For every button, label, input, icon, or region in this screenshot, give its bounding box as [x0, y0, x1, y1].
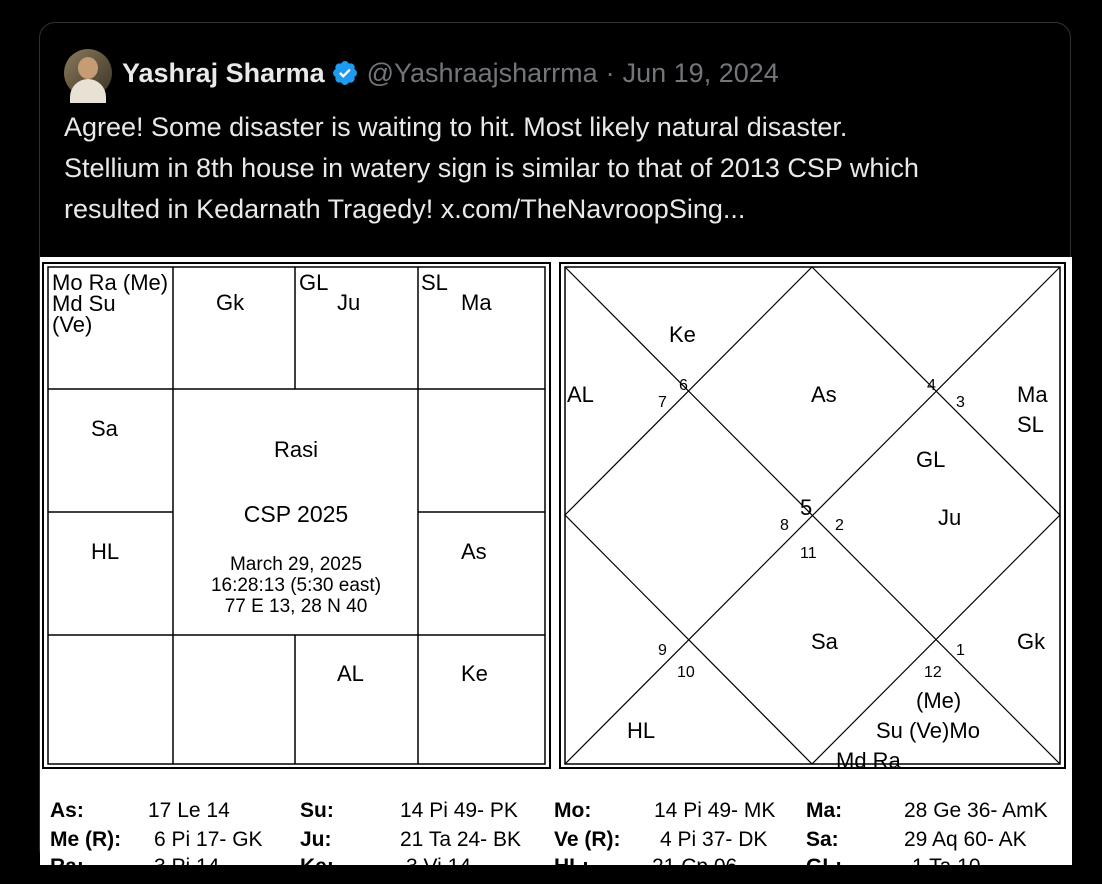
rasi-gl: GL	[299, 270, 329, 295]
house-number: 3	[956, 394, 965, 411]
table-label: GL:	[806, 855, 843, 878]
rasi-title: Rasi	[273, 437, 319, 462]
post-text-line: Stellium in 8th house in watery sign is similar to that of 2013 CSP which	[64, 153, 919, 183]
table-label: Ve (R):	[554, 828, 621, 851]
table-label: HL:	[554, 855, 589, 878]
table-label: Mo:	[554, 799, 592, 822]
rasi-sa: Sa	[91, 416, 118, 441]
rasi-planets-line1: Mo Ra (Me)	[52, 270, 169, 295]
north-md-ra: Md Ra	[836, 748, 901, 773]
rasi-planets-line2: Md Su	[52, 291, 116, 316]
house-number: 11	[800, 545, 817, 562]
table-label: Ju:	[300, 828, 332, 851]
north-ke: Ke	[669, 322, 696, 347]
post-text-segment: resulted in Kedarnath Tragedy!	[64, 194, 441, 224]
north-su-ve-mo: Su (Ve)Mo	[876, 718, 980, 743]
rasi-ju: Ju	[337, 290, 361, 315]
north-gk: Gk	[1017, 629, 1046, 654]
north-sl: SL	[1017, 412, 1044, 437]
rasi-hl: HL	[91, 539, 120, 564]
north-gl: GL	[916, 447, 946, 472]
rasi-planets-line3: (Ve)	[52, 312, 93, 337]
table-label: As:	[50, 799, 84, 822]
horoscope-chart-image[interactable]	[40, 257, 1072, 878]
post-text-line	[64, 189, 1054, 230]
table-label: Sa:	[806, 828, 839, 851]
author-name[interactable]: Yashraj Sharma	[122, 57, 325, 88]
north-sa: Sa	[811, 629, 838, 654]
table-value: 3 Pi 14	[154, 855, 220, 878]
table-label: Su:	[300, 799, 334, 822]
table-value: 3 Vi 14	[406, 855, 471, 878]
house-number: 12	[924, 664, 942, 681]
post-date[interactable]: Jun 19, 2024	[622, 57, 779, 88]
house-number: 6	[679, 377, 688, 394]
north-hl: HL	[627, 718, 656, 743]
rasi-ma: Ma	[461, 290, 492, 315]
rasi-subtitle: CSP 2025	[243, 501, 349, 527]
post-card[interactable]	[39, 22, 1071, 878]
house-number: 7	[658, 394, 667, 411]
north-ma: Ma	[1017, 382, 1048, 407]
table-value: 21 Ta 24- BK	[400, 828, 522, 851]
table-value: 28 Ge 36- AmK	[904, 799, 1048, 822]
avatar[interactable]	[64, 49, 112, 97]
table-value: 14 Pi 49- PK	[400, 799, 518, 822]
table-row	[50, 855, 981, 878]
post-text-line: Agree! Some disaster is waiting to hit. Most likely natural disaster.	[64, 112, 848, 142]
rasi-al: AL	[337, 661, 364, 686]
rasi-time: 16:28:13 (5:30 east)	[210, 575, 382, 596]
table-label: Ma:	[806, 799, 843, 822]
table-value: 29 Aq 60- AK	[904, 828, 1027, 851]
table-label: Ke:	[300, 855, 334, 878]
house-number: 4	[927, 377, 936, 394]
table-value: 21 Cp 06	[652, 855, 738, 878]
post-text	[64, 107, 1054, 230]
north-ju: Ju	[938, 505, 962, 530]
north-me: (Me)	[916, 688, 962, 713]
horoscope-chart	[40, 257, 1072, 878]
table-label: Ra:	[50, 855, 84, 878]
house-number: 1	[956, 642, 965, 659]
separator-dot: ·	[605, 57, 615, 88]
table-value: 14 Pi 49- MK	[654, 799, 776, 822]
north-al: AL	[567, 382, 594, 407]
post-header	[64, 49, 779, 97]
house-number: 2	[835, 517, 844, 534]
table-value: 17 Le 14	[148, 799, 230, 822]
table-value: 1 Ta 10	[912, 855, 981, 878]
house-number: 9	[658, 642, 667, 659]
rasi-sl: SL	[421, 270, 448, 295]
rasi-coords: 77 E 13, 28 N 40	[224, 596, 368, 617]
rasi-as: As	[461, 539, 487, 564]
table-value: 4 Pi 37- DK	[660, 828, 768, 851]
table-row	[50, 828, 1027, 851]
table-row	[50, 799, 1048, 822]
verified-badge-icon	[331, 59, 359, 87]
house-number: 10	[677, 664, 695, 681]
rasi-date: March 29, 2025	[229, 554, 363, 575]
table-value: 6 Pi 17- GK	[154, 828, 263, 851]
post-link[interactable]: x.com/TheNavroopSing...	[440, 194, 746, 224]
house-number: 5	[800, 495, 813, 520]
north-as: As	[811, 382, 837, 407]
author-handle[interactable]: @Yashraajsharrma	[366, 57, 598, 88]
rasi-ke: Ke	[461, 661, 488, 686]
house-number: 8	[780, 517, 789, 534]
table-label: Me (R):	[50, 828, 122, 851]
rasi-gk: Gk	[216, 290, 245, 315]
